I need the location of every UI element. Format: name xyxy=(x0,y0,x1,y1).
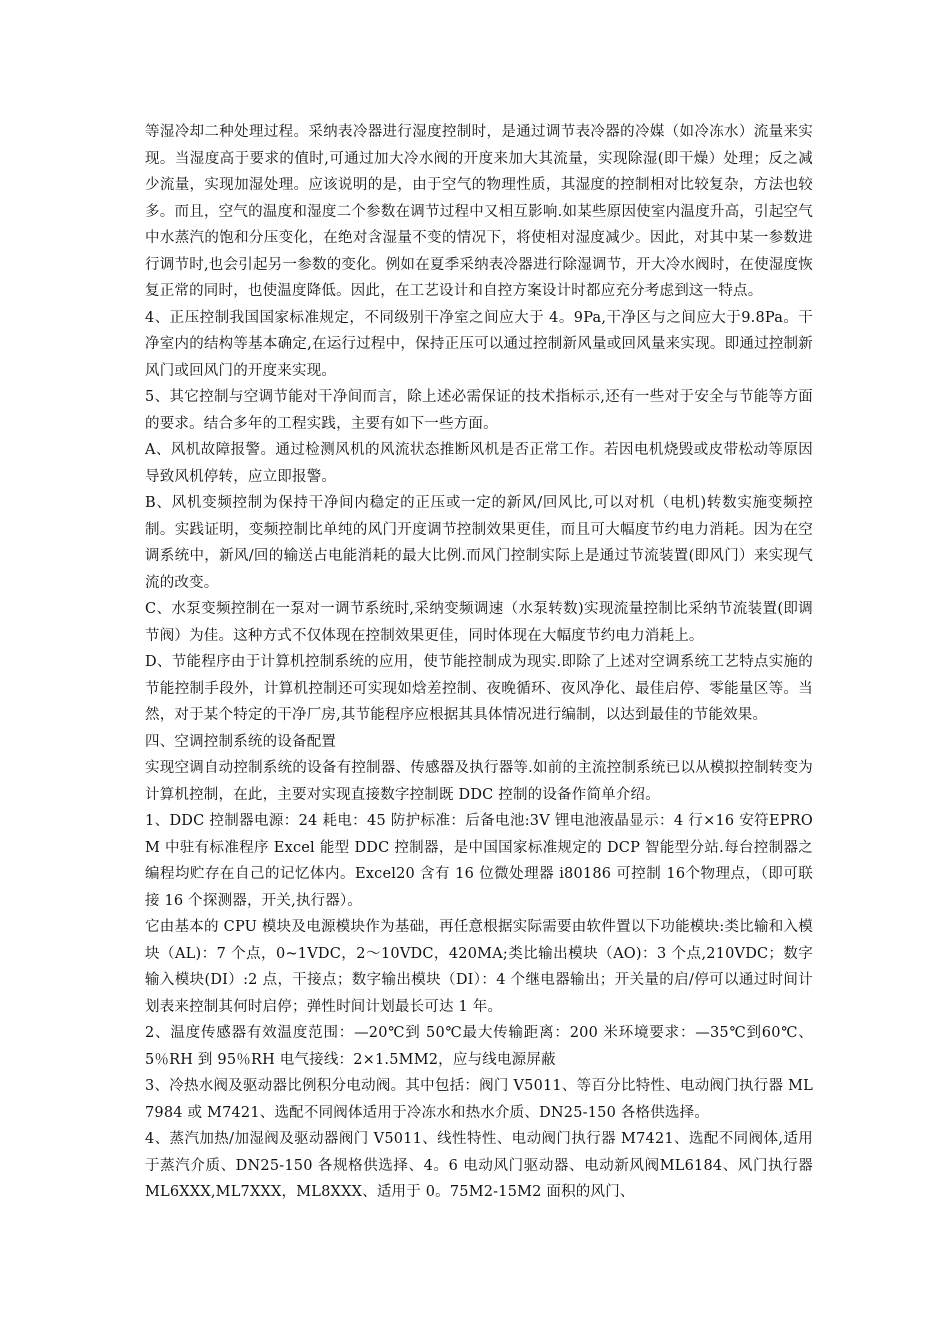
document-page xyxy=(145,119,813,1206)
paragraph-steam-valve: 4、蒸汽加热/加湿阀及驱动器阀门 V5011、线性特性、电动阀门执行器 M7421、选配不同阀体,适用于蒸汽介质、DN25-150 各规格供选择、4。6 电动风门驱动器、电动新风阀ML6184、风门执行器 ML6XXX,ML7XXX，ML8XXX、适用于 0。75M2-15M2 面积的风门、 xyxy=(145,1131,813,1200)
paragraph-equipment-intro: 实现空调自动控制系统的设备有控制器、传感器及执行器等.如前的主流控制系统已以从模拟控制转变为计算机控制，在此，主要对实现直接数字控制既 DDC 控制的设备作简单介绍。 xyxy=(145,760,813,803)
paragraph-fan-fault-alarm: A、风机故障报警。通过检测风机的风流状态推断风机是否正常工作。若因电机烧毁或皮带松动等原因导致风机停转，应立即报警。 xyxy=(145,442,813,485)
section-heading-equipment: 四、空调控制系统的设备配置 xyxy=(145,733,337,750)
paragraph-energy-program: D、节能程序由于计算机控制系统的应用，使节能控制成为现实.即除了上述对空调系统工艺特点实施的节能控制手段外，计算机控制还可实现如焓差控制、夜晚循环、夜风净化、最佳启停、零能量区等。当然，对于某个特定的干净厂房,其节能程序应根据其具体情况进行编制，以达到最佳的节能效果。 xyxy=(145,654,813,723)
paragraph-modules: 它由基本的 CPU 模块及电源模块作为基础，再任意根据实际需要由软件置以下功能模块:类比输和入模块（AL)：7 个点，0~1VDC，2～10VDC，420MA;类比输出模块（AO)：3 个点,210VDC；数字输入模块(DI）:2 点，干接点；数字输出模块（DI）：4 个继电器输出；开关量的启/停可以通过时间计划表来控制其何时启停；弹性时间计划最长可达 1 年。 xyxy=(145,919,813,1015)
paragraph-positive-pressure: 4、正压控制我国国家标准规定，不同级别干净室之间应大于 4。9Pa,干净区与之间应大于9.8Pa。干净室内的结构等基本确定,在运行过程中，保持正压可以通过控制新风量或回风量来实现。即通过控制新风门或回风门的开度来实现。 xyxy=(145,309,813,379)
paragraph-humidity-control: 等湿冷却二种处理过程。采纳表冷器进行湿度控制时，是通过调节表冷器的冷媒（如冷冻水）流量来实现。当湿度高于要求的值时,可通过加大冷水阀的开度来加大其流量，实现除湿(即干燥）处理；反之减少流量，实现加湿处理。应该说明的是，由于空气的物理性质，其湿度的控制相对比较复杂，方法也较多。而且，空气的温度和湿度二个参数在调节过程中又相互影响.如某些原因使室内温度升高，引起空气中水蒸汽的饱和分压变化，在绝对含湿量不变的情况下，将使相对湿度减少。因此，对其中某一参数进行调节时,也会引起另一参数的变化。例如在夏季采纳表冷器进行除湿调节，开大冷水阀时，在使湿度恢复正常的同时，也使温度降低。因此，在工艺设计和自控方案设计时都应充分考虑到这一特点。 xyxy=(145,124,813,299)
paragraph-water-valve: 3、冷热水阀及驱动器比例积分电动阀。其中包括：阀门 V5011、等百分比特性、电动阀门执行器 ML7984 或 M7421、选配不同阀体适用于冷冻水和热水介质、DN25-150 各格供选择。 xyxy=(145,1078,813,1121)
paragraph-pump-vfd: C、水泵变频控制在一泵对一调节系统时,采纳变频调速（水泵转数)实现流量控制比采纳节流装置(即调节阀）为佳。这种方式不仅体现在控制效果更佳，同时体现在大幅度节约电力消耗上。 xyxy=(145,601,813,644)
paragraph-temperature-sensor: 2、温度传感器有效温度范围：—20℃到 50℃最大传输距离：200 米环境要求：—35℃到60℃、5％RH 到 95％RH 电气接线：2×1.5MM2，应与线电源屏蔽 xyxy=(145,1025,813,1068)
paragraph-other-control: 5、其它控制与空调节能对干净间而言，除上述必需保证的技术指标示,还有一些对于安全与节能等方面的要求。结合多年的工程实践，主要有如下一些方面。 xyxy=(145,389,813,432)
paragraph-ddc-controller: 1、DDC 控制器电源：24 耗电：45 防护标准：后备电池:3V 锂电池液晶显示：4 行×16 安符EPROM 中驻有标准程序 Excel 能型 DDC 控制器，是中国国家标准规定的 DCP 智能型分站.每台控制器之编程均贮存在自己的记忆体内。Excel20 含有 16 位微处理器 i80186 可控制 16个物理点，（即可联接 16 个探测器，开关,执行器）。 xyxy=(145,813,813,909)
paragraph-fan-vfd: B、风机变频控制为保持干净间内稳定的正压或一定的新风/回风比,可以对机（电机)转数实施变频控制。实践证明，变频控制比单纯的风门开度调节控制效果更佳，而且可大幅度节约电力消耗。因为在空调系统中，新风/回的输送占电能消耗的最大比例.而风门控制实际上是通过节流装置(即风门）来实现气流的改变。 xyxy=(145,495,813,591)
